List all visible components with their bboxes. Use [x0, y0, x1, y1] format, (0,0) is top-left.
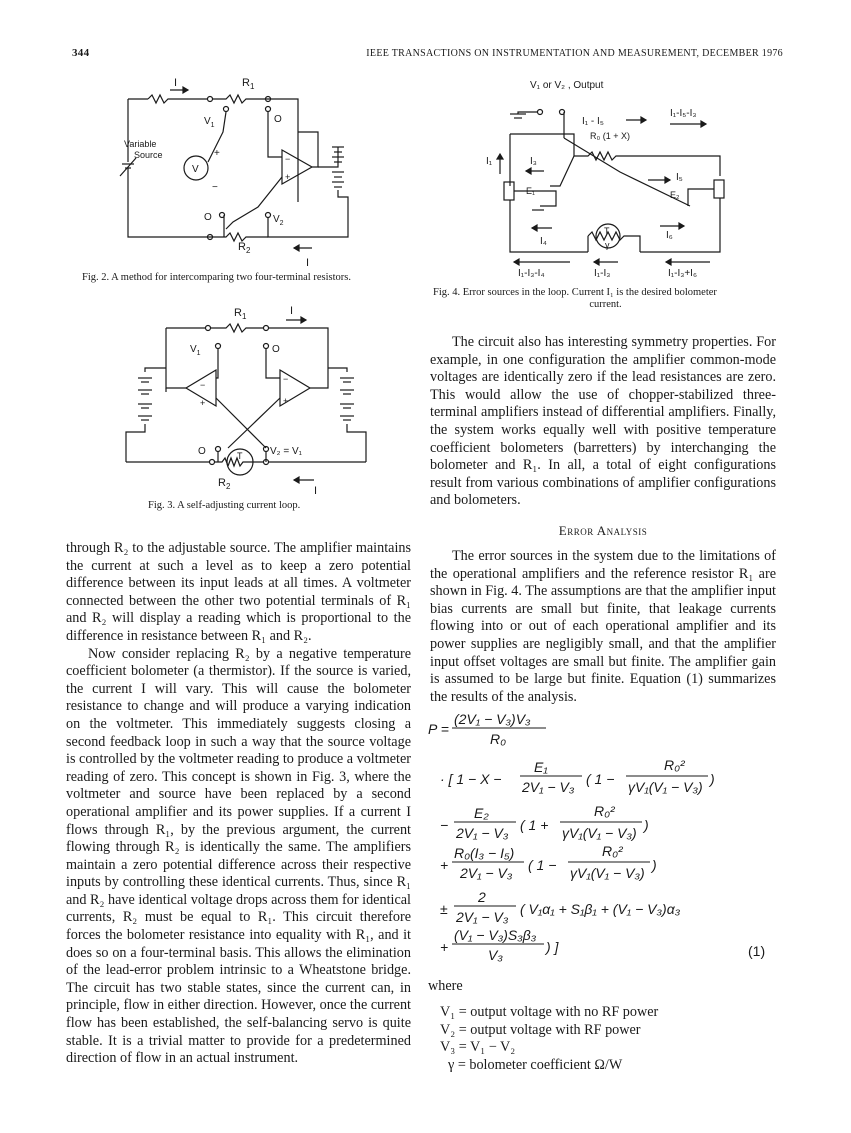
svg-text:±: ±	[440, 901, 448, 917]
definition-v3: V₃ = V₁ − V₂	[440, 1039, 516, 1056]
svg-text:−: −	[212, 182, 218, 193]
svg-text:−: −	[285, 154, 291, 164]
svg-text:T: T	[604, 226, 610, 236]
svg-text:R₀²: R₀²	[602, 843, 623, 859]
svg-text:R2: $R_2$	[238, 241, 251, 255]
svg-text:O: O	[204, 212, 212, 223]
svg-text:γV₁(V₁ − V₃): γV₁(V₁ − V₃)	[562, 825, 637, 841]
svg-text:P =: P =	[428, 721, 449, 737]
svg-text:(2V₁ − V₃)V₃: (2V₁ − V₃)V₃	[454, 711, 531, 727]
svg-text:+: +	[285, 172, 291, 182]
svg-text:R₀ (1 + X): R₀ (1 + X)	[590, 131, 630, 141]
equation-1	[426, 708, 786, 978]
svg-text:( 1 −: ( 1 −	[586, 771, 615, 787]
svg-text:): )	[644, 817, 649, 833]
svg-text:R₀: R₀	[490, 731, 507, 747]
svg-text:−: −	[283, 374, 289, 384]
svg-text:E₂: E₂	[670, 190, 680, 200]
svg-text:O: O	[272, 344, 280, 355]
svg-text:I₄: I₄	[540, 236, 547, 247]
svg-text:R₀²: R₀²	[594, 803, 615, 819]
svg-text:E₁: E₁	[534, 759, 548, 775]
svg-text:2V₁ − V₃: 2V₁ − V₃	[456, 825, 509, 841]
running-header: IEEE TRANSACTIONS ON INSTRUMENTATION AND MEASUREMENT, DECEMBER 1976	[366, 48, 783, 59]
svg-text:I₁-I₃: I₁-I₃	[594, 268, 611, 279]
figure-3-circuit	[118, 302, 378, 498]
svg-text:+: +	[283, 396, 289, 406]
fig4-title: V₁ or V₂ , Output	[530, 80, 604, 91]
definition-v2: V₂ = output voltage with RF power	[440, 1021, 641, 1038]
svg-text:I: I	[306, 257, 310, 269]
svg-text:Variable: Variable	[124, 139, 157, 149]
fig2-label-r1: R	[242, 77, 250, 89]
svg-text:+: +	[214, 148, 220, 159]
svg-text:R₀²: R₀²	[664, 757, 685, 773]
variable-definitions	[440, 1004, 780, 1074]
svg-text:): )	[652, 857, 657, 873]
svg-text:R2: $R_2$	[218, 477, 231, 491]
right-paragraph-2: The error sources in the system due to the limitations of the operational amplifiers and the reference resistor R₁ are shown in Fig. 4. The assumptions are that the amplifier input bias currents are small but finite, that leakage currents flowing into or out of each operational amplifier and its power supplies are negligibly small, and that the amplifier input offset voltages are small but finite. The amplifier gain is assumed to be large but finite. Equation (1) summarizes the results of the analysis.	[430, 548, 776, 705]
definition-gamma: γ = bolometer coefficient Ω/W	[448, 1056, 623, 1073]
left-paragraph-1: through R₂ to the adjustable source. The amplifier maintains the current at such a level as to keep a zero potential difference between its input leads at all times. A voltmeter connected between the other two potential terminals of R₁ and R₂ will display a reading which is proportional to the difference in resistance between R₁ and R₂.	[66, 540, 411, 644]
svg-text:2V₁ − V₃: 2V₁ − V₃	[522, 779, 575, 795]
svg-text:) ]: ) ]	[546, 939, 559, 955]
svg-text:I: I	[314, 485, 318, 497]
svg-text:+: +	[440, 857, 449, 873]
right-paragraph-1: The circuit also has interesting symmetry properties. For example, in one configuration the amplifier common-mode voltages are identically zero if the lead resistances are zero. This would allow the use of chopper-stabilized three-terminal amplifiers instead of differential amplifiers. Finally, the system works equally well with positive temperature coefficient bolometers (barretters) by interchanging the bolometer and R₁. In all, a total of eight configurations result from various combinations of amplifier configurations and bolometers.	[430, 334, 776, 509]
svg-text:I₅: I₅	[676, 172, 683, 183]
svg-text:I₁: I₁	[486, 156, 493, 167]
section-heading: Error Analysis	[558, 523, 648, 538]
svg-text:−: −	[440, 817, 449, 833]
svg-text:V: V	[192, 164, 199, 175]
svg-text:V2: $V_2$	[273, 214, 284, 227]
svg-text:T: T	[237, 451, 243, 461]
svg-text:−: −	[200, 380, 206, 390]
left-column-text	[66, 540, 411, 1068]
figure-4-circuit	[470, 76, 750, 282]
svg-text:(V₁ − V₃)S₃β₃: (V₁ − V₃)S₃β₃	[454, 927, 537, 943]
svg-text:+: +	[200, 398, 206, 408]
svg-text:· [ 1 − X −: · [ 1 − X −	[440, 771, 502, 787]
svg-text:): )	[710, 771, 715, 787]
svg-text:V₃: V₃	[488, 947, 503, 963]
right-column-text-2	[430, 548, 776, 706]
svg-text:γ: γ	[605, 240, 610, 250]
right-column-text	[430, 334, 776, 510]
page-number: 344	[72, 47, 90, 59]
svg-text:2: 2	[478, 889, 486, 905]
svg-text:( 1 −: ( 1 −	[528, 857, 557, 873]
svg-text:I₆: I₆	[666, 230, 673, 241]
svg-text:R₀(I₃ − I₅): R₀(I₃ − I₅)	[454, 845, 515, 861]
fig3-label-v2: V₂ = V₁	[270, 446, 302, 457]
svg-text:I₁-I₅-I₃: I₁-I₅-I₃	[670, 108, 697, 119]
svg-text:V1: $V_1$	[204, 116, 215, 129]
svg-text:I₃: I₃	[530, 156, 537, 167]
svg-text:O: O	[198, 446, 206, 457]
svg-text:E₂: E₂	[474, 805, 489, 821]
svg-text:2V₁ − V₃: 2V₁ − V₃	[460, 865, 513, 881]
svg-text:I₁-I₃-I₄: I₁-I₃-I₄	[518, 268, 545, 279]
svg-text:+: +	[440, 939, 449, 955]
svg-text:I₁-I₃+I₆: I₁-I₃+I₆	[668, 268, 697, 279]
svg-text:I₁ - I₅: I₁ - I₅	[582, 116, 604, 127]
figure-4-caption: Fig. 4. Error sources in the loop. Current I₁ is the desired bolometer current.	[433, 287, 717, 310]
equation-number: (1)	[748, 943, 766, 959]
svg-text:R1: $R_1$	[242, 77, 255, 91]
svg-text:γV₁(V₁ − V₃): γV₁(V₁ − V₃)	[628, 779, 703, 795]
svg-text:γV₁(V₁ − V₃): γV₁(V₁ − V₃)	[570, 865, 645, 881]
svg-text:Source: Source	[134, 150, 163, 160]
fig2-label-i: I	[174, 77, 178, 89]
left-paragraph-2: Now consider replacing R₂ by a negative temperature coefficient bolometer (a thermistor). If the source is varied, the current I will vary. This will cause the bolometer resistance to change and will produce a varying indication on the voltmeter. This immediately suggests closing a second feedback loop in such a way that the source voltage is controlled by the voltmeter reading to produce a voltmeter reading of zero. This concept is shown in Fig. 3, where the voltmeter and source have been replaced by a second operational amplifier and its power supplies. If a current I flows through R₁, by the previous argument, the current flowing through R₂ is identically the same. The amplifiers maintain a zero potential difference across their respective inputs by controlling these identical currents. Thus, since R₁ and R₂ have identical voltage drops across them for identical currents, R₂ must be equal to R₁. This circuit therefore forces the bolometer resistance into equality with R₁, and it does so on a four-terminal basis. This allows the elimination of the lead-error problem intrinsic to a Wheatstone bridge. The circuit has two stable states, since the current can, in principle, flow in either direction. However, once the current flow has been established, the self-balancing servo is quite stable. It is a trivial matter to provide for a predetermined direction of flow in an actual instrument.	[66, 645, 411, 1067]
definition-v1: V₁ = output voltage with no RF power	[440, 1004, 659, 1020]
figure-2-circuit	[108, 72, 378, 272]
svg-text:V1: $V_1$	[190, 344, 201, 357]
svg-text:( 1 +: ( 1 +	[520, 817, 549, 833]
svg-text:2V₁ − V₃: 2V₁ − V₃	[456, 909, 509, 925]
svg-text:( V₁α₁ + S₁β₁ + (V₁ − V₃)α₃: ( V₁α₁ + S₁β₁ + (V₁ − V₃)α₃	[520, 901, 681, 917]
svg-text:R1: $R_1$	[234, 307, 247, 321]
svg-text:I: I	[290, 305, 294, 317]
figure-3-caption: Fig. 3. A self-adjusting current loop.	[148, 500, 301, 511]
svg-text:E₁: E₁	[526, 186, 536, 196]
figure-2-caption: Fig. 2. A method for intercomparing two four-terminal resistors.	[82, 272, 351, 283]
svg-text:O: O	[274, 114, 282, 125]
where-label: where	[428, 978, 463, 994]
